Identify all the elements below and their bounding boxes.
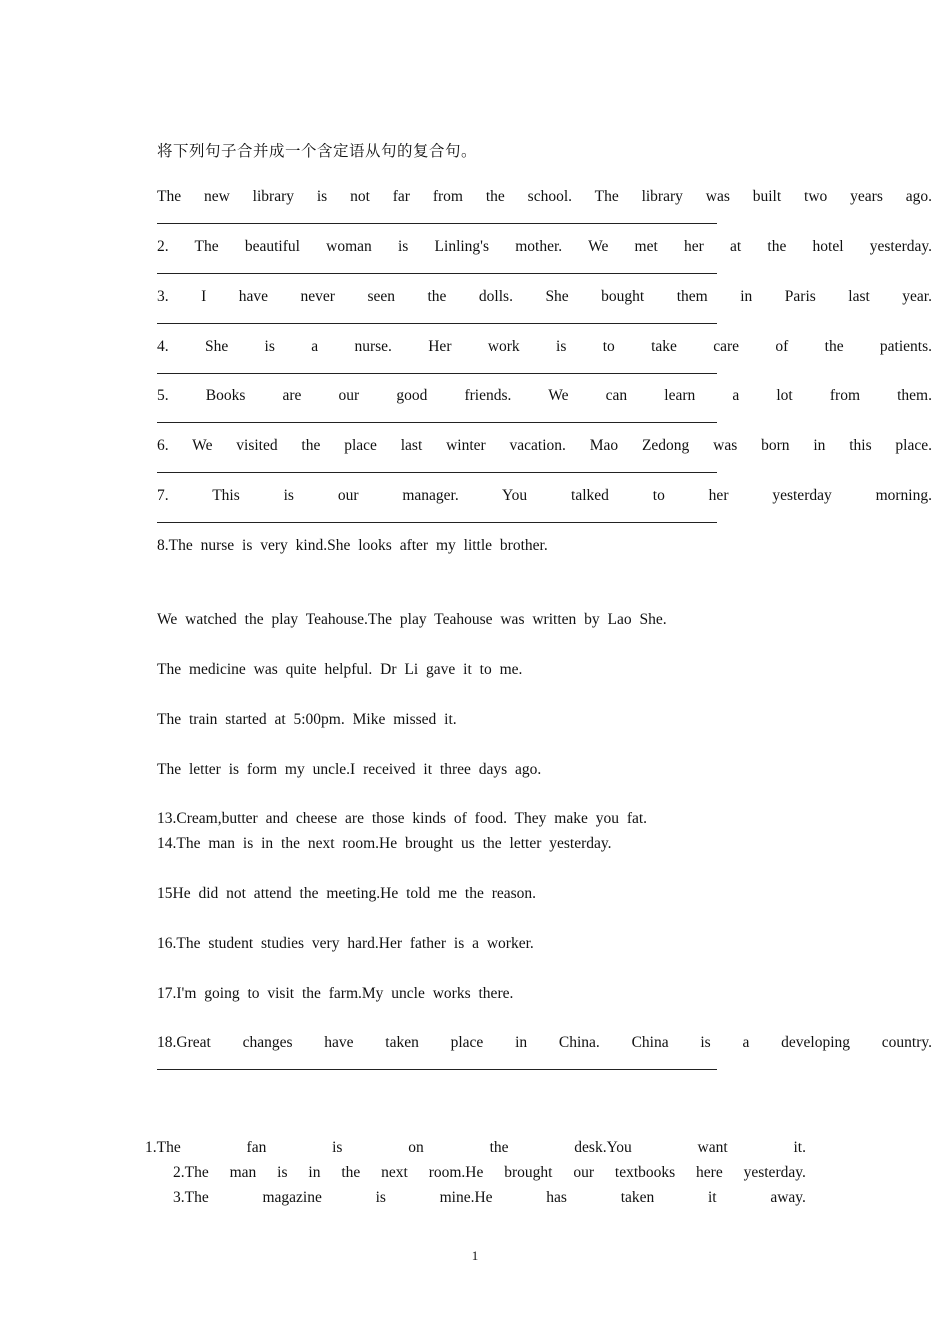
exercise-item: 17.I'm going to visit the farm.My uncle works there. [157,985,514,1002]
answer-line [157,422,717,423]
word: desk.You [574,1139,632,1156]
word: it. [793,1139,806,1156]
answer-line [157,1069,717,1070]
word: room.He [428,1164,484,1181]
word: mine.He [439,1189,493,1206]
exercise-item: 13.Cream,butter and cheese are those kinds of food. They make you fat. [157,810,648,827]
word: yesterday. [743,1164,806,1181]
exercise-item: The train started at 5:00pm. Mike missed it. [157,711,457,728]
answer-line [157,373,717,374]
answer-line [157,472,717,473]
word: want [697,1139,728,1156]
instruction-heading: 将下列句子合并成一个含定语从句的复合句。 [157,143,478,160]
exercise-item: 6. We visited the place last winter vacation. Mao Zedong was born in this place. [157,437,932,454]
word: fan [246,1139,267,1156]
word: our [573,1164,595,1181]
exercise-item: 16.The student studies very hard.Her father is a worker. [157,935,534,952]
exercise-item: 2. The beautiful woman is Linling's mother. We met her at the hotel yesterday. [157,238,932,255]
answer-line [157,273,717,274]
exercise-item: The medicine was quite helpful. Dr Li gave it to me. [157,661,523,678]
answer-line [157,223,717,224]
word: magazine [262,1189,322,1206]
word: has [546,1189,567,1206]
word: on [408,1139,424,1156]
word: 1.The [145,1139,181,1156]
word: it [707,1189,717,1206]
exercise-item: 5. Books are our good friends. We can learn a lot from them. [157,387,932,404]
exercise-item: We watched the play Teahouse.The play Teahouse was written by Lao She. [157,611,667,628]
word: is [332,1139,343,1156]
page-number: 1 [471,1248,479,1263]
exercise-item: 4. She is a nurse. Her work is to take care of the patients. [157,338,932,355]
word: in [308,1164,321,1181]
word: 3.The [173,1189,209,1206]
exercise-item: 8.The nurse is very kind.She looks after my little brother. [157,537,548,554]
exercise-item: 15He did not attend the meeting.He told me the reason. [157,885,537,902]
exercise-item: 18.Great changes have taken place in China. China is a developing country. [157,1034,932,1051]
word: is [375,1189,386,1206]
exercise-item: 3. I have never seen the dolls. She bought them in Paris last year. [157,288,932,305]
exercise-item: 14.The man is in the next room.He brought us the letter yesterday. [157,835,612,852]
exercise-item: The letter is form my uncle.I received it three days ago. [157,761,542,778]
word: textbooks [614,1164,676,1181]
word: next [381,1164,408,1181]
answer-line [157,522,717,523]
answer-line [157,323,717,324]
word: 2.The [173,1164,209,1181]
word: away. [770,1189,806,1206]
bottom-exercise-item [145,1138,806,1158]
bottom-exercise-item [173,1188,806,1208]
word: taken [620,1189,655,1206]
exercise-item: 7. This is our manager. You talked to her yesterday morning. [157,487,932,504]
word: the [489,1139,509,1156]
word: the [341,1164,361,1181]
word: man [229,1164,257,1181]
word: brought [504,1164,553,1181]
bottom-exercise-item [173,1163,806,1183]
word: here [696,1164,723,1181]
word: is [277,1164,288,1181]
exercise-item: The new library is not far from the school. The library was built two years ago. [157,188,932,205]
